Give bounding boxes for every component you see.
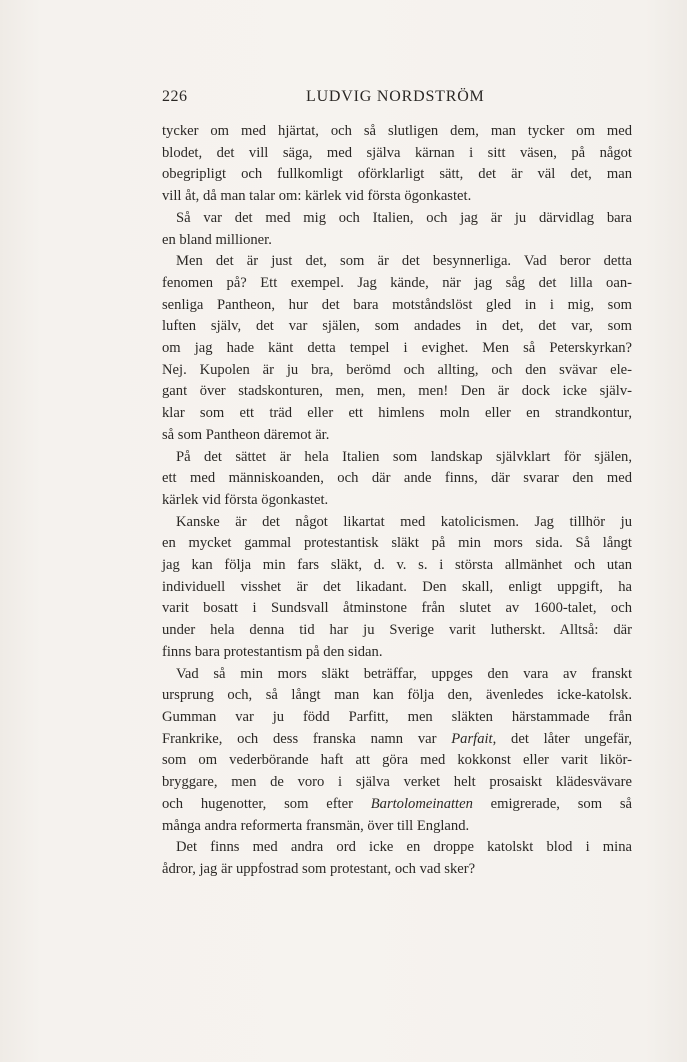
text-line — [162, 837, 632, 859]
text-line-content: På det sättet är hela Italien som landskap självklart för själen, — [176, 448, 632, 465]
text-line-content: tycker om med hjärtat, och så slutligen dem, man tycker om med — [162, 123, 632, 139]
text-line-content: jag kan följa min fars släkt, d. v. s. i största allmänhet och utan — [162, 557, 632, 574]
text-line-content: finns bara protestantism på den sidan. — [162, 643, 383, 660]
text-line-continuation: , det låter ungefär, — [492, 730, 632, 747]
text-line — [162, 316, 632, 338]
text-line-content: Kanske är det något likartat med katolicismen. Jag tillhör ju — [176, 513, 632, 530]
text-line-content: Men det är just det, som är det besynnerliga. Vad beror detta — [176, 253, 632, 270]
text-line — [162, 143, 632, 165]
text-line-content: obegripligt och fullkomligt oförklarligt sätt, det är väl det, man — [162, 166, 632, 183]
text-line-content: fenomen på? Ett exempel. Jag kände, när jag såg det lilla oan- — [162, 274, 632, 291]
text-line — [162, 772, 632, 794]
text-line — [162, 381, 632, 403]
text-line-content: klar som ett träd eller ett himlens moln eller en strandkontur, — [162, 405, 632, 422]
text-line-content: så som Pantheon däremot är. — [162, 426, 330, 443]
text-line-content: blodet, det vill säga, med själva kärnan i sitt väsen, på något — [162, 144, 632, 161]
text-line — [162, 816, 632, 838]
text-line-content: om jag hade känt detta tempel i evighet. Men så Peterskyrkan? — [162, 340, 632, 357]
text-line — [162, 555, 632, 577]
text-line-content: kärlek vid första ögonkastet. — [162, 491, 329, 508]
page-number: 226 — [162, 88, 188, 105]
text-line — [162, 447, 632, 469]
text-line — [162, 729, 632, 751]
text-line — [162, 338, 632, 360]
text-line-content: en bland millioner. — [162, 231, 272, 248]
text-line — [162, 230, 632, 252]
text-line-content: en mycket gammal protestantisk släkt på min mors sida. Så långt — [162, 535, 632, 552]
text-line-content: individuell visshet är det likadant. Den skall, enligt uppgift, ha — [162, 578, 632, 595]
text-line — [162, 468, 632, 490]
text-line-content: varit bosatt i Sundsvall åtminstone från slutet av 1600-talet, och — [162, 600, 632, 617]
text-line — [162, 121, 632, 143]
text-line — [162, 512, 632, 534]
text-line — [162, 750, 632, 772]
text-line-content: Nej. Kupolen är ju bra, berömd och allting, och den svävar ele- — [162, 361, 632, 378]
text-line — [162, 859, 632, 881]
text-line-content: Gumman var ju född Parfitt, men släkten härstammade från — [162, 708, 632, 725]
text-line-content: ett med människoanden, och där ande finns, där svarar den med — [162, 470, 632, 487]
running-head — [162, 88, 632, 110]
text-line — [162, 490, 632, 512]
text-line-content: ursprung och, så långt man kan följa den, ävenledes icke-katolsk. — [162, 687, 632, 704]
text-line-content: och hugenotter, som efter — [162, 795, 371, 812]
text-line — [162, 577, 632, 599]
text-line-content: Frankrike, och dess franska namn var — [162, 730, 452, 747]
text-line-content: Så var det med mig och Italien, och jag är ju därvidlag bara — [176, 209, 632, 226]
text-line-content: Det finns med andra ord icke en droppe katolskt blod i mina — [176, 839, 632, 856]
text-line — [162, 360, 632, 382]
text-line — [162, 685, 632, 707]
text-line — [162, 425, 632, 447]
text-line-content: ådror, jag är uppfostrad som protestant, och vad sker? — [162, 860, 476, 877]
text-line — [162, 664, 632, 686]
body-text — [162, 121, 632, 881]
text-line — [162, 186, 632, 208]
text-line — [162, 794, 632, 816]
text-line — [162, 533, 632, 555]
text-line-content: luften själv, det var själen, som andades in det, det var, som — [162, 318, 632, 335]
text-line — [162, 642, 632, 664]
text-line — [162, 295, 632, 317]
text-line — [162, 598, 632, 620]
text-line-content: senliga Pantheon, hur det bara motståndslöst gled in i mig, som — [162, 296, 632, 313]
text-line-continuation: emigrerade, som så — [472, 795, 632, 812]
italic-term: Parfait — [451, 730, 493, 747]
text-line — [162, 208, 632, 230]
text-line-content: som om vederbörande haft att göra med kokkonst eller varit likör- — [162, 752, 632, 769]
text-line-content: vill åt, då man talar om: kärlek vid första ögonkastet. — [162, 188, 472, 205]
text-line-content: gant över stadskonturen, men, men, men! Den är dock icke själv- — [162, 383, 632, 400]
text-line — [162, 403, 632, 425]
text-line-content: Vad så min mors släkt beträffar, uppges den vara av franskt — [176, 665, 632, 682]
text-line — [162, 251, 632, 273]
text-line — [162, 620, 632, 642]
text-line-content: många andra reformerta fransmän, över till England. — [162, 817, 470, 834]
text-line — [162, 164, 632, 186]
text-line-content: under hela denna tid har ju Sverige varit lutherskt. Alltså: där — [162, 622, 632, 639]
text-line — [162, 273, 632, 295]
text-line-content: bryggare, men de voro i själva verket helt prosaiskt klädesvävare — [162, 774, 632, 791]
running-title: LUDVIG NORDSTRÖM — [306, 88, 485, 105]
text-line — [162, 707, 632, 729]
italic-term: Bartolomeinatten — [370, 795, 473, 812]
